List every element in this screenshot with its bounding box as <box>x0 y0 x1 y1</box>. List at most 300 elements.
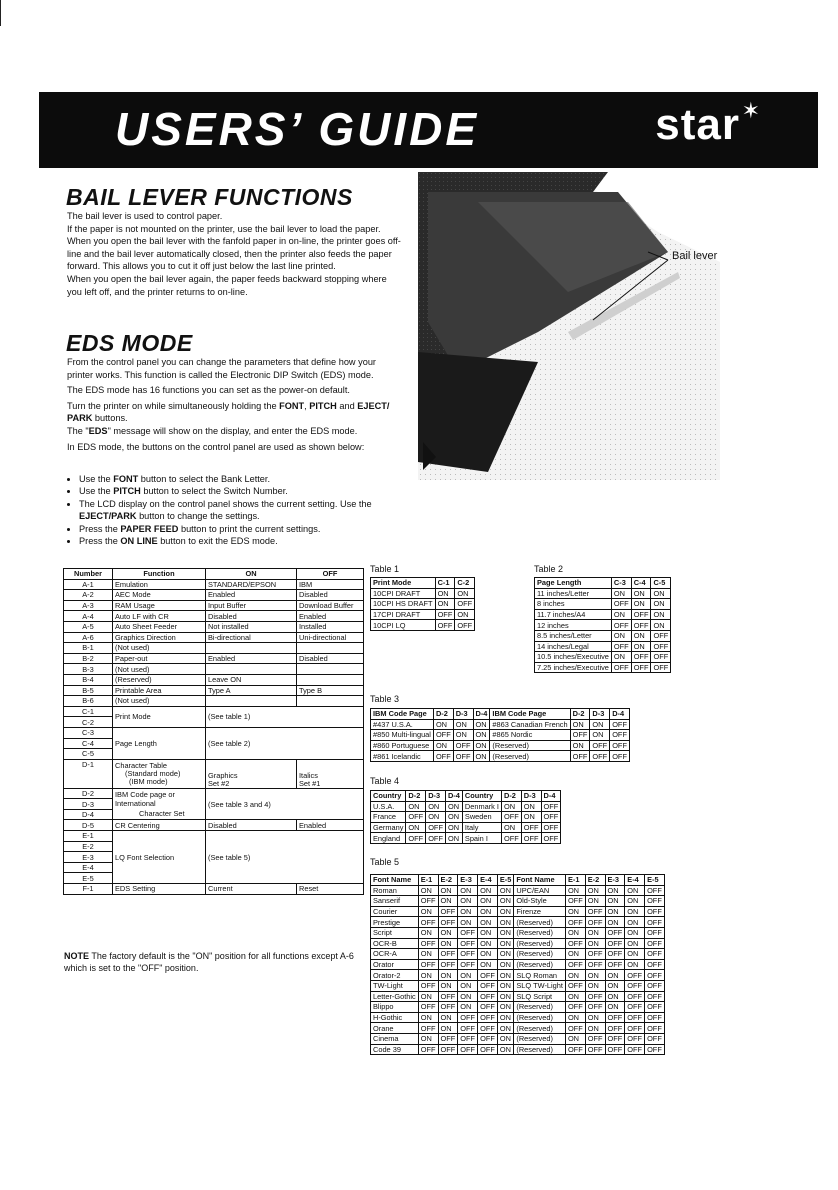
eds-bullet: • Use the PITCH button to select the Switch Number. <box>79 485 409 497</box>
table-row <box>371 801 561 812</box>
col-header: E-5 <box>645 875 665 886</box>
table-cell: Italy <box>462 822 501 833</box>
table-cell: ON <box>625 896 645 907</box>
col-header: Country <box>462 791 501 802</box>
table-cell: ON <box>497 980 514 991</box>
table-cell: A-2 <box>64 590 113 601</box>
eds-bullet-list <box>67 473 409 547</box>
table-cell: ON <box>631 641 651 652</box>
table1-caption: Table 1 <box>370 564 400 574</box>
table-cell: OFF <box>651 652 671 663</box>
table-cell: OFF <box>625 1023 645 1034</box>
table-row <box>535 641 671 652</box>
col-header: E-3 <box>605 875 625 886</box>
col-header: Print Mode <box>371 578 436 589</box>
table-cell: ON <box>625 927 645 938</box>
table-cell: ON <box>651 599 671 610</box>
table-cell: ON <box>565 1033 585 1044</box>
table-cell: OFF <box>625 1012 645 1023</box>
table-cell <box>297 664 364 675</box>
table-cell: OFF <box>645 1012 665 1023</box>
eds-p3 <box>67 400 401 425</box>
table-cell: Sanserif <box>371 896 419 907</box>
col-header: E-2 <box>585 875 605 886</box>
table-cell: OFF <box>610 751 630 762</box>
table-cell: OFF <box>438 959 458 970</box>
table-cell: ON <box>590 730 610 741</box>
table-cell: ON <box>501 822 521 833</box>
table-cell: #860 Portuguese <box>371 740 434 751</box>
table-row <box>371 599 475 610</box>
table-cell <box>206 696 297 707</box>
table-cell: OFF <box>453 751 473 762</box>
table-row <box>535 662 671 673</box>
table-cell: OFF <box>458 949 478 960</box>
table-cell: ON <box>438 938 458 949</box>
col-header: E-2 <box>438 875 458 886</box>
table-cell: OFF <box>605 959 625 970</box>
table-cell: ON <box>438 1023 458 1034</box>
table-cell: Type A <box>206 685 297 696</box>
table-cell: (Reserved) <box>514 1033 566 1044</box>
table-row <box>371 1033 665 1044</box>
table-row: E-3 <box>64 852 364 863</box>
table-cell: Enabled <box>206 590 297 601</box>
table-cell: OFF <box>418 959 438 970</box>
table-cell: OFF <box>418 1044 438 1055</box>
eds-bullet: • Press the PAPER FEED button to print the current settings. <box>79 523 409 535</box>
table-cell: Script <box>371 927 419 938</box>
table-cell: ON <box>565 949 585 960</box>
table3-caption: Table 3 <box>370 694 400 704</box>
table-cell: ON <box>565 906 585 917</box>
bail-p2: If the paper is not mounted on the printer, use the bail lever to load the paper. When you open the bail lever with the fanfold paper in on-line, the printer goes off-line and the bail lever automatically closed, then the printer also feeds the paper forward. This allows you to cut it off just below the last line printed. <box>67 223 401 272</box>
table-row <box>371 588 475 599</box>
table-cell: ON <box>406 822 426 833</box>
table-cell: ON <box>585 1012 605 1023</box>
table-cell: OFF <box>458 959 478 970</box>
table-row: C-1 Print Mode (See table 1) <box>64 706 364 717</box>
table-row <box>371 991 665 1002</box>
table-cell: UPC/EAN <box>514 885 566 896</box>
table-cell: ON <box>478 959 498 970</box>
table-cell: OFF <box>585 991 605 1002</box>
table-row <box>535 630 671 641</box>
table-cell: OFF <box>625 991 645 1002</box>
col-header: OFF <box>297 569 364 580</box>
table-cell: (Reserved) <box>514 1002 566 1013</box>
table-cell: 11.7 inches/A4 <box>535 609 612 620</box>
table-cell: ON <box>521 801 541 812</box>
table-cell: ON <box>478 885 498 896</box>
table-cell: ON <box>433 740 453 751</box>
table-cell: 12 inches <box>535 620 612 631</box>
table-cell: (Reserved) <box>490 740 570 751</box>
table-row <box>371 833 561 844</box>
table-cell: OFF <box>611 620 631 631</box>
table-cell: ON <box>585 927 605 938</box>
table-cell: OFF <box>541 822 561 833</box>
table-cell: ON <box>406 801 426 812</box>
table-cell: ON <box>651 609 671 620</box>
table-cell: ON <box>497 1002 514 1013</box>
table2-caption: Table 2 <box>534 564 564 574</box>
table-cell: ON <box>497 949 514 960</box>
col-header: Country <box>371 791 406 802</box>
table-cell: IBM <box>297 579 364 590</box>
table-cell: ON <box>458 917 478 928</box>
table-row: E-1 LQ Font Selection (See table 5) <box>64 831 364 842</box>
col-header: D-4 <box>610 709 630 720</box>
table-cell: ON <box>435 588 455 599</box>
eds-text <box>67 356 401 453</box>
country-table <box>370 790 561 844</box>
table-cell: ON <box>418 1033 438 1044</box>
table-cell: ON <box>605 885 625 896</box>
table-cell: ON <box>631 599 651 610</box>
table-cell: OFF <box>435 620 455 631</box>
table-cell: OFF <box>478 1033 498 1044</box>
table-cell: (Reserved) <box>514 949 566 960</box>
table-cell: ON <box>605 980 625 991</box>
table-cell: ON <box>418 1012 438 1023</box>
table-cell: Prestige <box>371 917 419 928</box>
table-cell: 14 inches/Legal <box>535 641 612 652</box>
table-cell: ON <box>497 917 514 928</box>
header-banner <box>39 92 818 168</box>
table-cell: (Not used) <box>113 643 206 654</box>
table-cell: A-4 <box>64 611 113 622</box>
eds-p3-d: PITCH <box>309 400 337 411</box>
table-cell: ON <box>438 980 458 991</box>
table-cell: (Reserved) <box>514 917 566 928</box>
col-header: D-4 <box>445 791 462 802</box>
table-cell: ON <box>478 938 498 949</box>
table-cell: ON <box>570 740 590 751</box>
table-cell: OFF <box>585 1044 605 1055</box>
table-cell: ON <box>570 719 590 730</box>
table-row <box>371 620 475 631</box>
table-cell: OFF <box>406 812 426 823</box>
table-header-row <box>64 569 364 580</box>
eds-p3-g: buttons. <box>92 413 128 424</box>
table-cell: 10CPI DRAFT <box>371 588 436 599</box>
table-cell: ON <box>458 970 478 981</box>
table-row <box>371 1012 665 1023</box>
table-cell: OFF <box>611 662 631 673</box>
table-row <box>535 588 671 599</box>
table-row <box>371 938 665 949</box>
table-cell: OFF <box>501 812 521 823</box>
table-cell: OFF <box>631 662 651 673</box>
table-cell: ON <box>605 917 625 928</box>
table-cell: ON <box>453 730 473 741</box>
table-cell: OFF <box>458 938 478 949</box>
table-row <box>371 1023 665 1034</box>
table-row <box>371 980 665 991</box>
table-cell: OFF <box>651 641 671 652</box>
table-cell: OFF <box>438 1002 458 1013</box>
table-cell: OFF <box>611 641 631 652</box>
table-cell: OCR-B <box>371 938 419 949</box>
table-cell: Leave ON <box>206 674 297 685</box>
table-cell: ON <box>426 812 446 823</box>
table-cell: ON <box>435 599 455 610</box>
table-row <box>535 652 671 663</box>
table-cell: ON <box>605 991 625 1002</box>
eds-bullet: • The LCD display on the control panel shows the current setting. Use the EJECT/PARK button to change the settings. <box>79 498 409 523</box>
table-row <box>371 906 665 917</box>
table-row <box>371 896 665 907</box>
table-cell: OFF <box>625 980 645 991</box>
table-cell: OFF <box>438 1044 458 1055</box>
table-cell: (Not used) <box>113 696 206 707</box>
table-cell: ON <box>418 991 438 1002</box>
table-cell: ON <box>478 927 498 938</box>
table-cell: ON <box>478 949 498 960</box>
table-cell: OFF <box>585 1002 605 1013</box>
printer-photo <box>418 172 720 480</box>
table-row <box>64 696 364 707</box>
table-cell: OFF <box>478 1044 498 1055</box>
table-cell: B-3 <box>64 664 113 675</box>
table-cell: ON <box>651 620 671 631</box>
table-cell: ON <box>478 917 498 928</box>
eds-p4-a: The " <box>67 425 89 436</box>
table-cell: ON <box>418 949 438 960</box>
table-cell: (Reserved) <box>514 959 566 970</box>
table-cell: ON <box>585 970 605 981</box>
table-row: C-3 Page Length (See table 2) <box>64 727 364 738</box>
eds-p2: The EDS mode has 16 functions you can set as the power-on default. <box>67 385 350 396</box>
col-header: Font Name <box>514 875 566 886</box>
col-header: C-2 <box>455 578 475 589</box>
eds-p3-c: , <box>304 400 310 411</box>
table-cell: ON <box>631 630 651 641</box>
table-cell: Old-Style <box>514 896 566 907</box>
eds-p4-b: EDS <box>88 425 108 436</box>
table-cell: OFF <box>645 970 665 981</box>
table-cell <box>297 696 364 707</box>
table-row: F-1 EDS Setting Current Reset <box>64 884 364 895</box>
col-header: D-2 <box>501 791 521 802</box>
table-row: D-3 <box>64 799 364 810</box>
table-cell: Graphics Direction <box>113 632 206 643</box>
table-cell: OFF <box>418 1002 438 1013</box>
page-edge-mark <box>0 0 1 26</box>
table-cell: OFF <box>605 949 625 960</box>
table-cell: ON <box>473 740 490 751</box>
table-cell: Roman <box>371 885 419 896</box>
table-cell: Orane <box>371 1023 419 1034</box>
table-cell: Courier <box>371 906 419 917</box>
table-cell: OFF <box>610 719 630 730</box>
bail-text <box>67 210 401 298</box>
table-cell: ON <box>585 1023 605 1034</box>
col-header: Font Name <box>371 875 419 886</box>
table-cell: #437 U.S.A. <box>371 719 434 730</box>
table-cell: OFF <box>565 1002 585 1013</box>
table-cell: Paper-out <box>113 653 206 664</box>
table-cell: OFF <box>611 599 631 610</box>
table-cell: OFF <box>590 751 610 762</box>
col-header: D-3 <box>453 709 473 720</box>
table-cell: Cinema <box>371 1033 419 1044</box>
col-header: IBM Code Page <box>490 709 570 720</box>
table-row <box>535 609 671 620</box>
table-cell: OFF <box>565 1044 585 1055</box>
table-cell: ON <box>565 1012 585 1023</box>
table-row <box>371 970 665 981</box>
table-cell: ON <box>438 970 458 981</box>
table-cell: ON <box>625 917 645 928</box>
table-cell: OCR-A <box>371 949 419 960</box>
table-cell: Printable Area <box>113 685 206 696</box>
table-row <box>64 664 364 675</box>
table-cell: A-3 <box>64 600 113 611</box>
table-cell: OFF <box>570 751 590 762</box>
eds-p5: In EDS mode, the buttons on the control panel are used as shown below: <box>67 441 365 452</box>
table-cell: 10.5 inches/Executive <box>535 652 612 663</box>
table-cell: Germany <box>371 822 406 833</box>
table-cell: Type B <box>297 685 364 696</box>
table-cell: A-5 <box>64 621 113 632</box>
table-cell: OFF <box>645 959 665 970</box>
col-header: E-1 <box>418 875 438 886</box>
table-cell: ON <box>497 885 514 896</box>
col-header: E-4 <box>625 875 645 886</box>
table-cell: OFF <box>645 896 665 907</box>
table-cell: (Reserved) <box>514 938 566 949</box>
table-cell: ON <box>625 906 645 917</box>
table-cell: England <box>371 833 406 844</box>
table-row <box>371 812 561 823</box>
table-cell: STANDARD/EPSON <box>206 579 297 590</box>
table-cell: OFF <box>501 833 521 844</box>
star-logo: star <box>655 100 740 149</box>
table-cell: 11 inches/Letter <box>535 588 612 599</box>
table-cell: ON <box>418 885 438 896</box>
table-cell: OFF <box>541 812 561 823</box>
page-length-table <box>534 577 671 673</box>
table-row <box>64 632 364 643</box>
table-cell: Orator <box>371 959 419 970</box>
bail-p1: The bail lever is used to control paper. <box>67 211 223 221</box>
font-selection-table <box>370 874 665 1055</box>
table-cell: (Reserved) <box>514 927 566 938</box>
table-cell: OFF <box>585 949 605 960</box>
col-header: C-3 <box>611 578 631 589</box>
table-row: E-5 <box>64 873 364 884</box>
table-cell: Auto Sheet Feeder <box>113 621 206 632</box>
table-row <box>64 643 364 654</box>
table-cell: OFF <box>570 730 590 741</box>
table-row: D-2 IBM Code page or International Character Set (See table 3 and 4) <box>64 788 364 799</box>
table-row <box>371 917 665 928</box>
table-cell: OFF <box>625 1033 645 1044</box>
table-cell: OFF <box>645 1002 665 1013</box>
table-cell: Letter-Gothic <box>371 991 419 1002</box>
factory-default-note <box>64 950 364 974</box>
table-row <box>371 740 630 751</box>
table-cell: Disabled <box>297 590 364 601</box>
bail-lever-label: Bail lever <box>672 250 718 262</box>
star-sparkle-icon: ✶ <box>741 98 760 123</box>
col-header: D-2 <box>433 709 453 720</box>
table-cell: ON <box>433 719 453 730</box>
table-cell: Denmark I <box>462 801 501 812</box>
table-cell: Emulation <box>113 579 206 590</box>
table-cell: OFF <box>453 740 473 751</box>
table-cell: OFF <box>590 740 610 751</box>
col-header: D-4 <box>473 709 490 720</box>
table-cell: Auto LF with CR <box>113 611 206 622</box>
table-cell: SLQ Roman <box>514 970 566 981</box>
table-cell: Enabled <box>206 653 297 664</box>
table-cell: OFF <box>645 1044 665 1055</box>
table-cell: OFF <box>478 991 498 1002</box>
table-cell: Uni-directional <box>297 632 364 643</box>
table-row <box>371 1002 665 1013</box>
table-row: C-4 <box>64 738 364 749</box>
table-row <box>371 822 561 833</box>
table-cell: OFF <box>438 906 458 917</box>
table-cell: ON <box>497 1023 514 1034</box>
table-cell: ON <box>565 991 585 1002</box>
table-cell: A-1 <box>64 579 113 590</box>
col-header: D-3 <box>521 791 541 802</box>
table-row <box>371 751 630 762</box>
table-cell: OFF <box>478 970 498 981</box>
table-cell: OFF <box>406 833 426 844</box>
table-cell: ON <box>418 927 438 938</box>
table-cell: Orator-2 <box>371 970 419 981</box>
table-cell: OFF <box>438 991 458 1002</box>
table-cell <box>297 674 364 685</box>
table-cell: OFF <box>625 1044 645 1055</box>
table-cell: OFF <box>645 991 665 1002</box>
table-cell: OFF <box>651 630 671 641</box>
table-cell: OFF <box>645 1023 665 1034</box>
table-cell: ON <box>473 751 490 762</box>
table-cell: ON <box>458 980 478 991</box>
table-cell: B-2 <box>64 653 113 664</box>
table-cell: ON <box>445 822 462 833</box>
eds-p3-f: EJECT/ PARK <box>67 400 390 424</box>
table-cell: OFF <box>625 970 645 981</box>
table-cell: Spain I <box>462 833 501 844</box>
col-header: Page Length <box>535 578 612 589</box>
table-row <box>64 600 364 611</box>
printer-photo-illustration <box>418 172 720 480</box>
table-cell: Firenze <box>514 906 566 917</box>
table-row <box>64 674 364 685</box>
table-header-row <box>371 791 561 802</box>
table-cell: ON <box>497 1012 514 1023</box>
table5-caption: Table 5 <box>370 857 400 867</box>
table-cell: SLQ Script <box>514 991 566 1002</box>
table-cell: OFF <box>438 949 458 960</box>
table-cell: OFF <box>605 927 625 938</box>
table-cell: OFF <box>645 980 665 991</box>
col-header: E-3 <box>458 875 478 886</box>
table-cell: ON <box>497 1044 514 1055</box>
table-cell: OFF <box>418 896 438 907</box>
table-cell: Blippo <box>371 1002 419 1013</box>
table-cell: B-4 <box>64 674 113 685</box>
table-row <box>535 599 671 610</box>
note-label: NOTE <box>64 951 90 961</box>
